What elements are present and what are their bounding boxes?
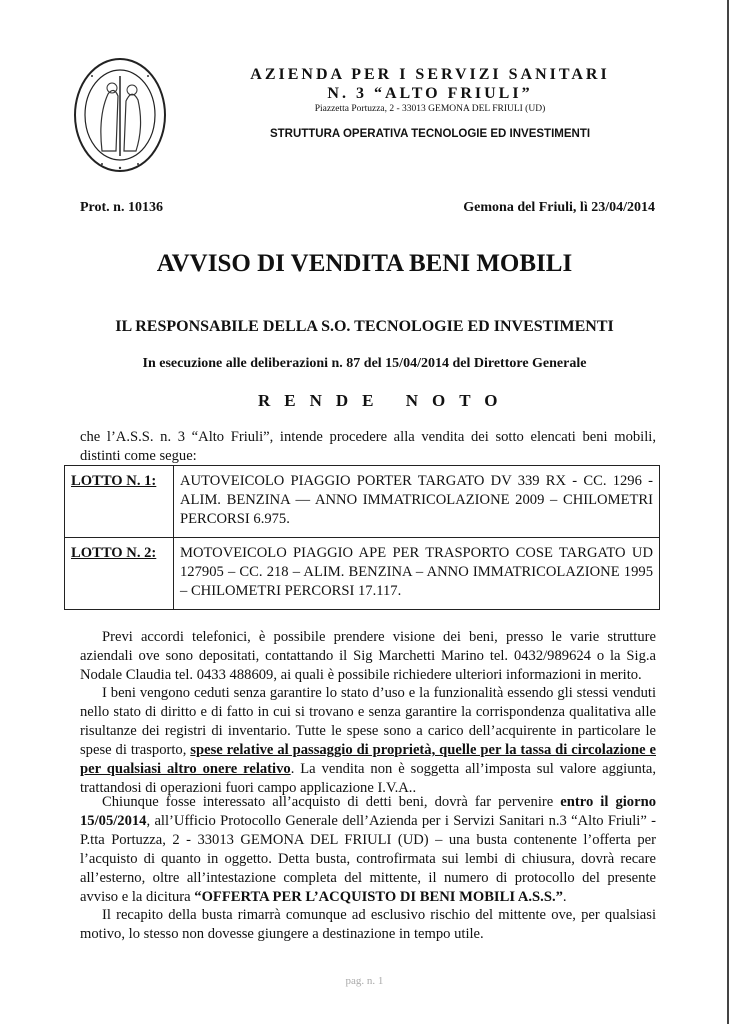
paragraph-conditions — [80, 684, 656, 798]
lot-description: AUTOVEICOLO PIAGGIO PORTER TARGATO DV 339 RX - CC. 1296 - ALIM. BENZINA — ANNO IMMATRICOLAZIONE 2009 – CHILOMETRI PERCORSI 6.975. — [174, 466, 660, 538]
envelope-label-span: “OFFERTA PER L’ACQUISTO DI BENI MOBILI A.S.S.” — [194, 889, 563, 905]
organization-name-line2: N. 3 “ALTO FRIULI” — [327, 85, 533, 102]
text-span: . La vendita non è soggetta all’imposta sul valore aggiunta, trattandosi di operazioni fuori campo applicazione I.V.A.. — [80, 761, 656, 796]
lots-table — [64, 465, 660, 610]
organization-seal-logo — [72, 56, 168, 174]
text-span: . — [562, 889, 567, 905]
deadline-span: entro il giorno 15/05/2014 — [80, 794, 656, 829]
page-number: pag. n. 1 — [345, 975, 384, 987]
organization-name-line1: AZIENDA PER I SERVIZI SANITARI — [250, 66, 610, 83]
document-title: AVVISO DI VENDITA BENI MOBILI — [156, 250, 573, 277]
organization-address: Piazzetta Portuzza, 2 - 33013 GEMONA DEL FRIULI (UD) — [314, 104, 546, 114]
text-span: I beni vengono ceduti senza garantire lo stato d’uso e la funzionalità essendo gli stessi venduti nello stato di diritto e di fatto in cui si trovano e senza garantire la corrispondenza qualitativa alle risultanze dei registri di inventario. Tutte le spese sono a carico dell’acquirente in particolare le spese di trasporto, — [80, 685, 656, 758]
structure-name: STRUTTURA OPERATIVA TECNOLOGIE ED INVESTIMENTI — [269, 128, 591, 140]
text-span: Chiunque fosse interessato all’acquisto di detti beni, dovrà far pervenire — [102, 794, 561, 810]
emphasis-span: spese relative al passaggio di proprietà, quelle per la tassa di circolazione e per qualsiasi altro onere relativo — [80, 742, 656, 777]
table-row — [65, 466, 660, 538]
lot-label: LOTTO N. 2: — [65, 538, 174, 610]
paragraph-viewing: Previ accordi telefonici, è possibile prendere visione dei beni, presso le varie strutture aziendali ove sono depositati, contattando il Sig Marchetti Marino tel. 0432/989624 o la Sig.a Nodale Claudia tel. 0433 488609, ai quali è possibile richiedere ulteriori informazioni in merito. — [80, 629, 656, 683]
table-row — [65, 538, 660, 610]
place-date: Gemona del Friuli, lì 23/04/2014 — [463, 200, 655, 215]
paragraph-risk: Il recapito della busta rimarrà comunque ad esclusivo rischio del mittente ove, per qualsiasi motivo, lo stesso non dovesse giungere a destinazione in tempo utile. — [80, 907, 656, 942]
lot-label: LOTTO N. 1: — [65, 466, 174, 538]
paragraph-offer-submission — [80, 793, 656, 907]
responsible-heading: IL RESPONSABILE DELLA S.O. TECNOLOGIE ED INVESTIMENTI — [115, 318, 614, 335]
protocol-number: Prot. n. 10136 — [80, 200, 163, 215]
intro-paragraph: che l’A.S.S. n. 3 “Alto Friuli”, intende procedere alla vendita dei sotto elencati beni mobili, distinti come segue: — [80, 429, 656, 464]
lot-description: MOTOVEICOLO PIAGGIO APE PER TRASPORTO COSE TARGATO UD 127905 – CC. 218 – ALIM. BENZINA – ANNO IMMATRICOLAZIONE 1995 – CHILOMETRI PERCORSI 17.117. — [174, 538, 660, 610]
text-span: , all’Ufficio Protocollo Generale dell’Azienda per i Servizi Sanitari n.3 “Alto Friuli” - P.tta Portuzza, 2 - 33013 GEMONA DEL FRIULI (UD) – una busta contenente l’offerta per l’acquisto di quanto in oggetto. Detta busta, controfirmata sui lembi di chiusura, dovrà recare all’esterno, oltre all’intestazione completa del mittente, il numero di protocollo del presente avviso e la dicitura — [80, 813, 656, 905]
execution-line: In esecuzione alle deliberazioni n. 87 del 15/04/2014 del Direttore Generale — [142, 356, 587, 371]
rende-noto-heading: RENDE NOTO — [258, 391, 512, 410]
